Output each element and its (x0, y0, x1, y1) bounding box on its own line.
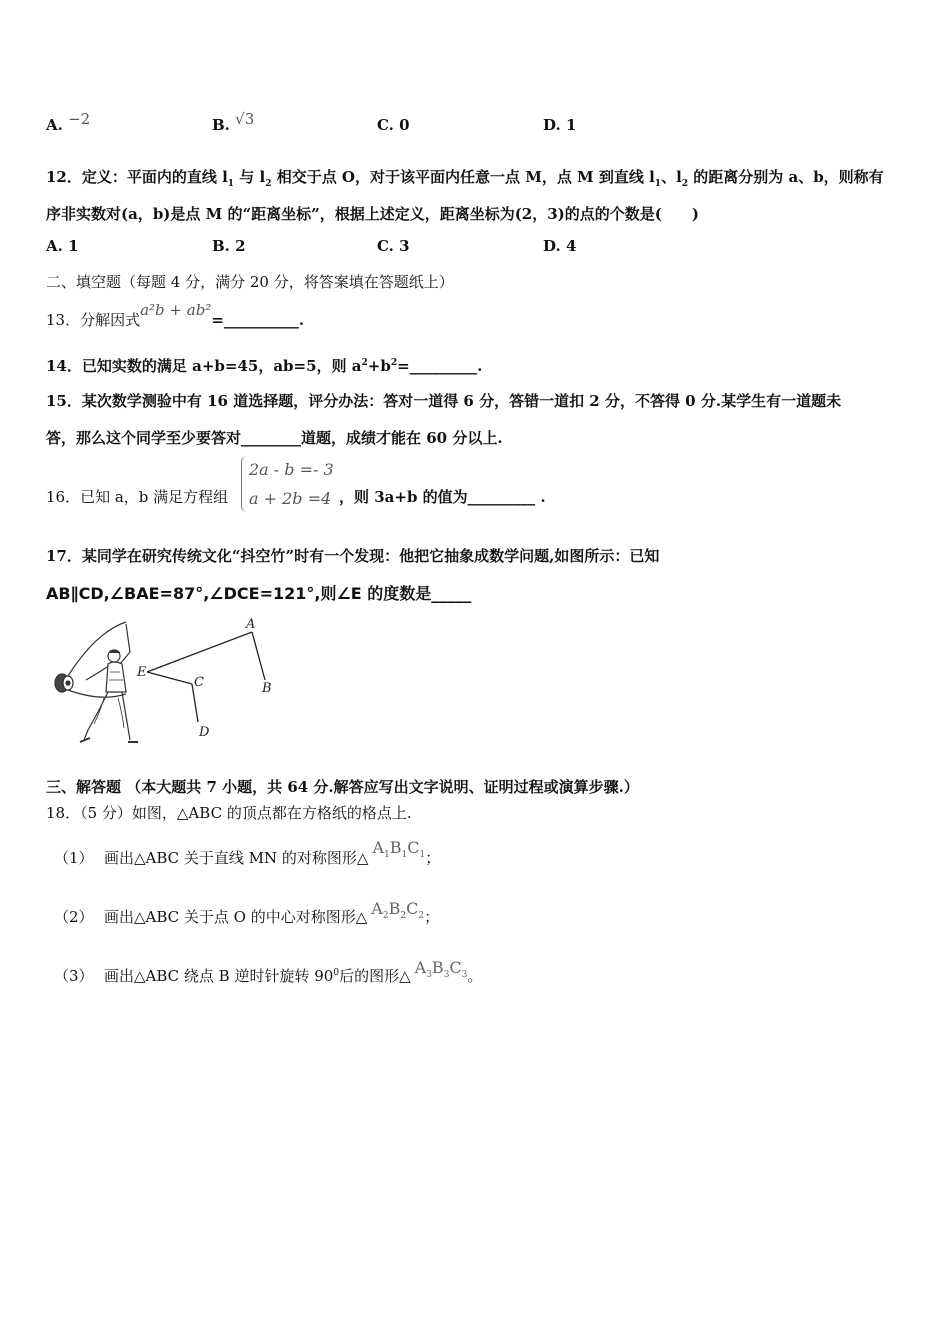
triangle-label (414, 958, 468, 981)
q16-prefix: 16．已知 a，b 满足方程组 (46, 488, 229, 506)
vertex: C (449, 958, 462, 977)
subscript: 3 (443, 970, 450, 981)
choice-value: 3 (399, 237, 410, 255)
label-a: A (246, 617, 256, 632)
triangle-label (371, 899, 425, 922)
q13 (46, 301, 305, 330)
line-ea (147, 632, 252, 672)
q16-equation-1: 2a - b =- 3 (249, 460, 334, 479)
q11-choice-d (543, 116, 576, 134)
choice-value: √3 (235, 110, 255, 128)
subscript: 1 (654, 179, 662, 189)
vertex: B (388, 899, 401, 918)
superscript: 0 (333, 968, 340, 978)
subscript: 2 (265, 179, 272, 189)
q18-item-text: 画出△ABC 关于点 O 的中心对称图形△ (104, 908, 368, 926)
choice-value: 0 (399, 116, 410, 134)
superscript: 2 (390, 358, 398, 368)
choice-value: 1 (565, 116, 577, 134)
q18-item-text: 画出△ABC 绕点 B 逆时针旋转 90 (104, 967, 334, 985)
subscript: 2 (400, 911, 407, 922)
choice-label: D. (543, 116, 561, 134)
line-ab (252, 632, 265, 680)
section-2-title: 二、填空题（每题 4 分，满分 20 分，将答案填在答题纸上） (46, 273, 454, 291)
q16-equation-2: a + 2b =4 (249, 489, 332, 508)
q12-text: 、l (661, 168, 682, 186)
q15-line-1: 15．某次数学测验中有 16 道选择题，评分办法：答对一道得 6 分，答错一道扣 2 分，不答得 0 分.某学生有一道题未 (46, 392, 842, 410)
q18-item-2-num: （2） (54, 908, 94, 926)
q12-text: 相交于点 O，对于该平面内任意一点 M，点 M 到直线 l (271, 168, 655, 186)
q18-item-1 (104, 838, 441, 870)
label-d: D (199, 725, 210, 740)
subscript: 2 (418, 911, 425, 922)
vertex: A (371, 899, 383, 918)
q18-item-1-num: （1） (54, 849, 94, 867)
q12-choice-a (46, 237, 79, 255)
person-illustration-icon (55, 622, 138, 742)
vertex: B (389, 838, 402, 857)
q18-item-3 (104, 958, 483, 988)
q12-choice-c (377, 237, 410, 255)
q14-text: +b (367, 357, 391, 375)
choice-label: D. (543, 237, 561, 255)
q17-line-2: AB∥CD,∠BAE=87°,∠DCE=121°,则∠E 的度数是_____ (46, 584, 472, 603)
vertex: A (372, 838, 385, 857)
superscript: 2 (361, 358, 368, 368)
choice-label: B. (212, 237, 230, 255)
subscript: 2 (382, 911, 389, 922)
subscript: 1 (401, 850, 408, 861)
choice-value: 2 (235, 237, 246, 255)
section-3-title: 三、解答题 （本大题共 7 小题，共 64 分.解答应写出文字说明、证明过程或演算步骤.） (46, 778, 639, 796)
choice-label: C. (377, 116, 394, 134)
q12-line-2: 序非实数对(a，b)是点 M 的“距离坐标”，根据上述定义，距离坐标为(2，3)的点的个数是( ) (46, 205, 699, 223)
q18-item-text: 画出△ABC 关于直线 MN 的对称图形△ (104, 849, 369, 867)
diabolo-figure (46, 612, 286, 752)
q12-text: 12．定义：平面内的直线 l (46, 168, 228, 186)
label-c: C (194, 675, 204, 690)
q12-text: 与 l (234, 168, 266, 186)
subscript: 1 (227, 179, 235, 189)
q12-choice-b (212, 237, 246, 255)
vertex: B (431, 958, 444, 977)
q11-choice-b (212, 110, 255, 134)
choice-label: C. (377, 237, 394, 255)
label-e: E (137, 665, 147, 680)
choice-value: 4 (565, 237, 577, 255)
q11-choice-c (377, 116, 410, 134)
subscript: 1 (384, 850, 390, 861)
q17-line-1: 17．某同学在研究传统文化“抖空竹”时有一个发现：他把它抽象成数学问题,如图所示：已知 (46, 547, 660, 565)
line-ec (147, 672, 192, 684)
q12-text: 的距离分别为 a、b，则称有 (688, 168, 884, 186)
q13-expression: a²b + ab² (140, 301, 212, 319)
punct: ； (425, 849, 441, 867)
q18-item-2 (104, 899, 440, 929)
choice-value: 1 (68, 237, 79, 255)
label-b: B (262, 681, 272, 696)
q13-prefix: 13．分解因式 (46, 311, 141, 329)
punct: 。 (467, 967, 483, 985)
q12-line-1 (46, 166, 884, 189)
q12-choice-d (543, 237, 576, 255)
choice-label: B. (212, 116, 230, 134)
subscript: 3 (461, 970, 468, 981)
q13-suffix: =__________. (211, 311, 305, 329)
choice-label: A. (46, 237, 63, 255)
q18-item-3-num: （3） (54, 967, 94, 985)
q14-text: =_________. (397, 357, 483, 375)
q18-item-text: 后的图形△ (339, 967, 411, 985)
vertex: A (414, 958, 427, 977)
choice-value: −2 (68, 110, 91, 128)
q15-line-2: 答，那么这个同学至少要答对________道题，成绩才能在 60 分以上. (46, 429, 503, 447)
subscript: 2 (681, 179, 689, 189)
triangle-label (372, 838, 426, 861)
choice-label: A. (46, 116, 63, 134)
subscript: 1 (419, 850, 426, 861)
vertex: C (406, 899, 419, 918)
q16-suffix: ，则 3a+b 的值为_________ . (339, 488, 546, 506)
q14-text: 14．已知实数的满足 a+b=45，ab=5，则 a (46, 357, 362, 375)
q14 (46, 355, 482, 376)
vertex: C (407, 838, 420, 857)
subscript: 3 (426, 970, 432, 981)
punct: ； (424, 908, 440, 926)
q11-choice-a (46, 110, 91, 134)
q18-title: 18．（5 分）如图，△ABC 的顶点都在方格纸的格点上. (46, 804, 412, 822)
